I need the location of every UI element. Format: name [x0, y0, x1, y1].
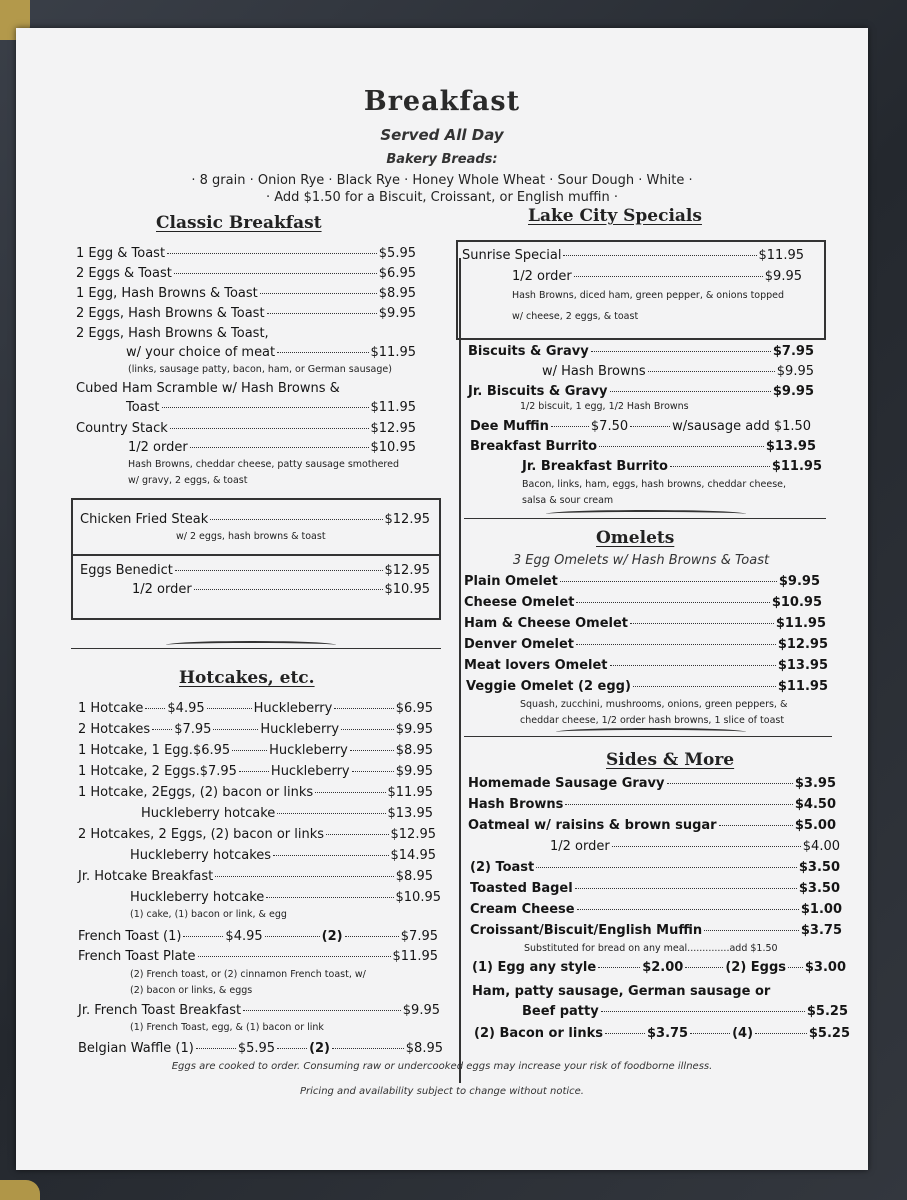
bakery-addon: · Add $1.50 for a Biscuit, Croissant, or English muffin ·: [266, 190, 618, 205]
jr-hotcake-note: (1) cake, (1) bacon or link, & egg: [130, 909, 287, 920]
menu-item: Chicken Fried Steak $12.95: [80, 512, 430, 527]
menu-item: Homemade Sausage Gravy $3.95: [468, 776, 836, 791]
bakery-list: · 8 grain · Onion Rye · Black Rye · Honey Whole Wheat · Sour Dough · White ·: [191, 173, 693, 188]
sides-heading: Sides & More: [606, 750, 735, 770]
menu-item: 1 Egg & Toast $5.95: [76, 246, 416, 261]
divider-swoosh: [556, 728, 746, 736]
menu-item: Dee Muffin $7.50 w/sausage add $1.50: [470, 419, 812, 434]
menu-page: [16, 28, 868, 1170]
menu-item: 1/2 order $9.95: [512, 269, 802, 284]
menu-item: (2) Bacon or links $3.75 (4) $5.25: [474, 1026, 850, 1041]
sunrise-note: w/ cheese, 2 eggs, & toast: [512, 311, 639, 322]
french-plate-note: (2) bacon or links, & eggs: [130, 985, 253, 996]
menu-item: Breakfast Burrito $13.95: [470, 439, 816, 454]
menu-item: 1/2 order $10.95: [132, 582, 430, 597]
chicken-note: w/ 2 eggs, hash browns & toast: [176, 531, 326, 542]
menu-item: w/ Hash Browns $9.95: [542, 364, 814, 379]
page-title: Breakfast: [363, 86, 521, 117]
menu-item: French Toast Plate $11.95: [78, 949, 438, 964]
sunrise-note: Hash Browns, diced ham, green pepper, & onions topped: [512, 290, 785, 301]
menu-item: Beef patty $5.25: [522, 1004, 848, 1019]
stack-note: Hash Browns, cheddar cheese, patty sausage smothered: [128, 459, 400, 470]
jr-biscuit-note: 1/2 biscuit, 1 egg, 1/2 Hash Browns: [520, 401, 689, 412]
menu-item: Veggie Omelet (2 egg) $11.95: [466, 679, 828, 694]
meat-note: (links, sausage patty, bacon, ham, or German sausage): [128, 364, 392, 375]
pricing-notice: Pricing and availability subject to change without notice.: [300, 1086, 584, 1097]
menu-item: Toast $11.95: [126, 400, 416, 415]
menu-item: 2 Eggs & Toast $6.95: [76, 266, 416, 281]
menu-item: Toasted Bagel $3.50: [470, 881, 840, 896]
divider: [464, 518, 826, 519]
menu-item: w/ your choice of meat $11.95: [126, 345, 416, 360]
chicken-fried-box: [71, 498, 441, 556]
menu-item: Jr. Biscuits & Gravy $9.95: [468, 384, 814, 399]
veggie-note: Squash, zucchini, mushrooms, onions, green peppers, &: [520, 699, 788, 710]
food-safety-notice: Eggs are cooked to order. Consuming raw or undercooked eggs may increase your risk of foodborne illness.: [171, 1061, 713, 1072]
omelets-subhead: 3 Egg Omelets w/ Hash Browns & Toast: [512, 553, 770, 568]
menu-item: Meat lovers Omelet $13.95: [464, 658, 828, 673]
menu-item: Jr. Hotcake Breakfast $8.95: [78, 869, 433, 884]
menu-item: 1 Hotcake, 2Eggs, (2) bacon or links $11.95: [78, 785, 433, 800]
menu-item: Cubed Ham Scramble w/ Hash Browns &: [76, 381, 340, 396]
menu-item: Jr. French Toast Breakfast $9.95: [78, 1003, 440, 1018]
menu-item: French Toast (1) $4.95 (2) $7.95: [78, 929, 438, 944]
menu-item: 2 Hotcakes, 2 Eggs, (2) bacon or links $12.95: [78, 827, 436, 842]
menu-item: Hash Browns $4.50: [468, 797, 836, 812]
omelets-heading: Omelets: [596, 528, 675, 548]
served-all-day: Served All Day: [380, 126, 504, 144]
menu-item: 1 Egg, Hash Browns & Toast $8.95: [76, 286, 416, 301]
menu-item: Huckleberry hotcake $10.95: [130, 890, 441, 905]
menu-item: Huckleberry hotcake $13.95: [141, 806, 433, 821]
divider: [464, 736, 832, 737]
menu-item: Huckleberry hotcakes $14.95: [130, 848, 436, 863]
menu-item: 2 Eggs, Hash Browns & Toast $9.95: [76, 306, 416, 321]
menu-item: 1/2 order $10.95: [128, 440, 416, 455]
menu-item: Cheese Omelet $10.95: [464, 595, 822, 610]
hotcakes-heading: Hotcakes, etc.: [179, 668, 315, 688]
menu-item: Country Stack $12.95: [76, 421, 416, 436]
menu-item: Cream Cheese $1.00: [470, 902, 842, 917]
lake-city-heading: Lake City Specials: [528, 206, 702, 226]
substitution-note: Substituted for bread on any meal..............add $1.50: [524, 943, 778, 954]
burrito-note: Bacon, links, ham, eggs, hash browns, cheddar cheese,: [522, 479, 787, 490]
binder-corner-bottom: [0, 1180, 40, 1200]
veggie-note: cheddar cheese, 1/2 order hash browns, 1 slice of toast: [520, 715, 785, 726]
menu-item: 1 Hotcake, 1 Egg. $6.95 Huckleberry $8.95: [78, 743, 433, 758]
menu-item: Plain Omelet $9.95: [464, 574, 820, 589]
menu-item: Croissant/Biscuit/English Muffin $3.75: [470, 923, 842, 938]
menu-item: Ham & Cheese Omelet $11.95: [464, 616, 826, 631]
menu-item: Eggs Benedict $12.95: [80, 563, 430, 578]
menu-item: 1 Hotcake, 2 Eggs. $7.95 Huckleberry $9.95: [78, 764, 433, 779]
menu-item: Ham, patty sausage, German sausage or: [472, 984, 771, 999]
menu-item: Belgian Waffle (1) $5.95 (2) $8.95: [78, 1041, 443, 1056]
menu-item: 1 Hotcake $4.95 Huckleberry $6.95: [78, 701, 433, 716]
menu-item: 2 Eggs, Hash Browns & Toast,: [76, 326, 269, 341]
menu-item: (2) Toast $3.50: [470, 860, 840, 875]
menu-item: 1/2 order $4.00: [550, 839, 840, 854]
stack-note: w/ gravy, 2 eggs, & toast: [128, 475, 248, 486]
french-plate-note: (2) French toast, or (2) cinnamon French toast, w/: [130, 969, 366, 980]
bakery-label: Bakery Breads:: [386, 152, 498, 167]
menu-item: Biscuits & Gravy $7.95: [468, 344, 814, 359]
menu-item: 2 Hotcakes $7.95 Huckleberry $9.95: [78, 722, 433, 737]
jr-french-note: (1) French Toast, egg, & (1) bacon or link: [130, 1022, 324, 1033]
menu-item: Denver Omelet $12.95: [464, 637, 828, 652]
menu-item: Oatmeal w/ raisins & brown sugar $5.00: [468, 818, 836, 833]
divider-swoosh: [166, 641, 336, 649]
classic-heading: Classic Breakfast: [156, 213, 322, 233]
divider-swoosh: [546, 510, 746, 518]
menu-item: (1) Egg any style $2.00 (2) Eggs $3.00: [472, 960, 846, 975]
burrito-note: salsa & sour cream: [522, 495, 614, 506]
menu-item: Jr. Breakfast Burrito $11.95: [522, 459, 822, 474]
column-divider: [459, 258, 461, 1083]
menu-item: Sunrise Special $11.95: [462, 248, 804, 263]
